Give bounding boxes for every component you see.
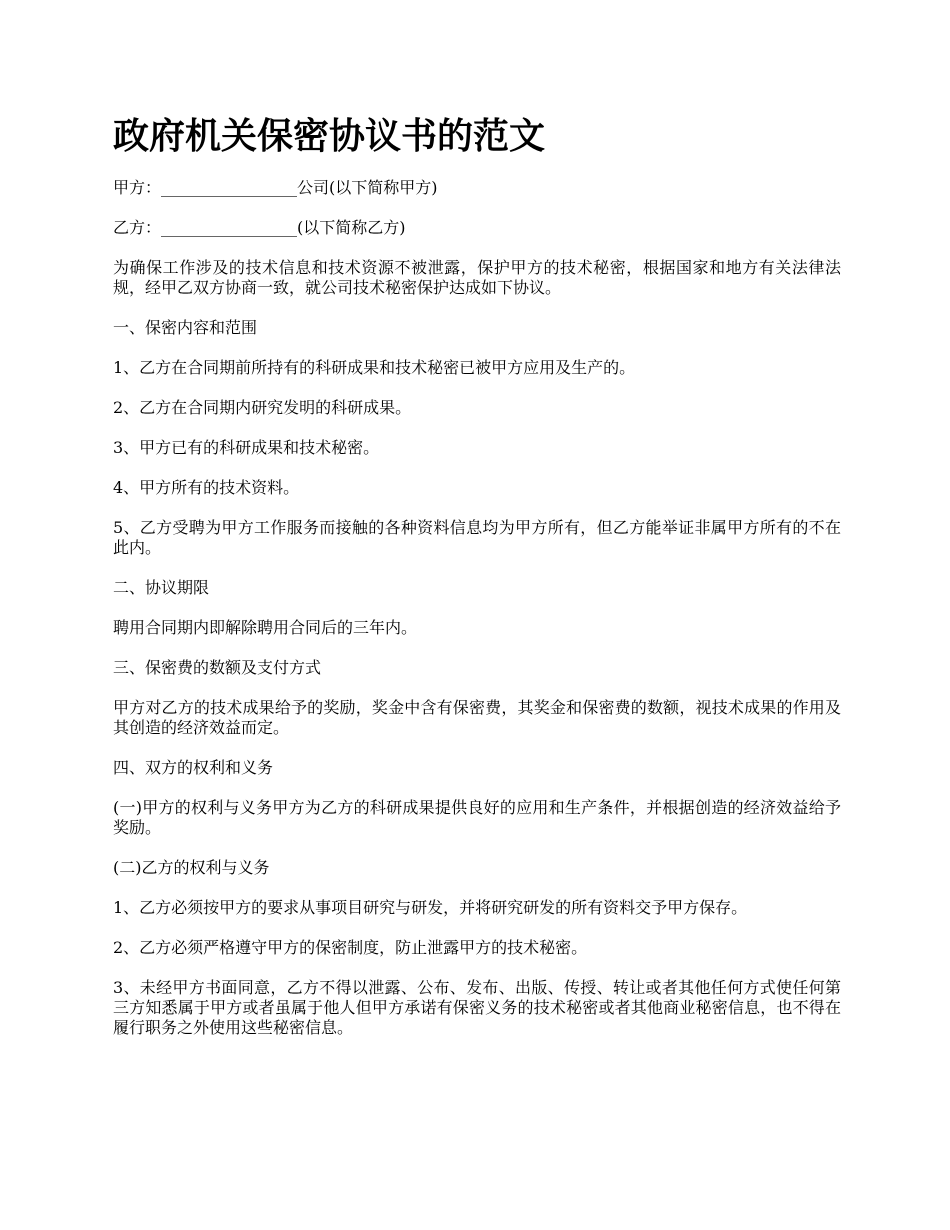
clause-1-3: 3、甲方已有的科研成果和技术秘密。 — [113, 438, 380, 457]
section-heading-3: 三、保密费的数额及支付方式 — [113, 658, 322, 677]
clause-1-1: 1、乙方在合同期前所持有的科研成果和技术秘密已被甲方应用及生产的。 — [113, 358, 636, 377]
section-heading-4: 四、双方的权利和义务 — [113, 758, 274, 777]
section-heading-1: 一、保密内容和范围 — [113, 318, 258, 337]
preamble-paragraph: 为确保工作涉及的技术信息和技术资源不被泄露，保护甲方的技术秘密，根据国家和地方有关法律法规，经甲乙双方协商一致，就公司技术秘密保护达成如下协议。 — [113, 258, 841, 297]
section-heading-2: 二、协议期限 — [113, 578, 210, 597]
clause-4-1: 1、乙方必须按甲方的要求从事项目研究与研发，并将研究研发的所有资料交予甲方保存。 — [113, 898, 748, 917]
clause-1-2: 2、乙方在合同期内研究发明的科研成果。 — [113, 398, 412, 417]
party-b-line: 乙方：_________________(以下简称乙方) — [113, 218, 406, 237]
term-paragraph: 聘用合同期内即解除聘用合同后的三年内。 — [113, 618, 418, 637]
fee-paragraph: 甲方对乙方的技术成果给予的奖励，奖金中含有保密费，其奖金和保密费的数额，视技术成果的作用及其创造的经济效益而定。 — [113, 698, 841, 737]
party-b-rights-heading: (二)乙方的权利与义务 — [113, 858, 270, 877]
clause-1-5: 5、乙方受聘为甲方工作服务而接触的各种资料信息均为甲方所有，但乙方能举证非属甲方所有的不在此内。 — [113, 518, 841, 557]
clause-4-3: 3、未经甲方书面同意，乙方不得以泄露、公布、发布、出版、传授、转让或者其他任何方式使任何第三方知悉属于甲方或者虽属于他人但甲方承诺有保密义务的技术秘密或者其他商业秘密信息，也不得在履行职务之外使用这些秘密信息。 — [113, 978, 841, 1037]
party-a-rights-paragraph: (一)甲方的权利与义务甲方为乙方的科研成果提供良好的应用和生产条件，并根据创造的经济效益给予奖励。 — [113, 798, 841, 837]
document-title: 政府机关保密协议书的范文 — [113, 115, 546, 157]
party-a-line: 甲方：_________________公司(以下简称甲方) — [113, 178, 438, 197]
clause-4-2: 2、乙方必须严格遵守甲方的保密制度，防止泄露甲方的技术秘密。 — [113, 938, 588, 957]
document-page — [113, 112, 841, 1058]
clause-1-4: 4、甲方所有的技术资料。 — [113, 478, 300, 497]
